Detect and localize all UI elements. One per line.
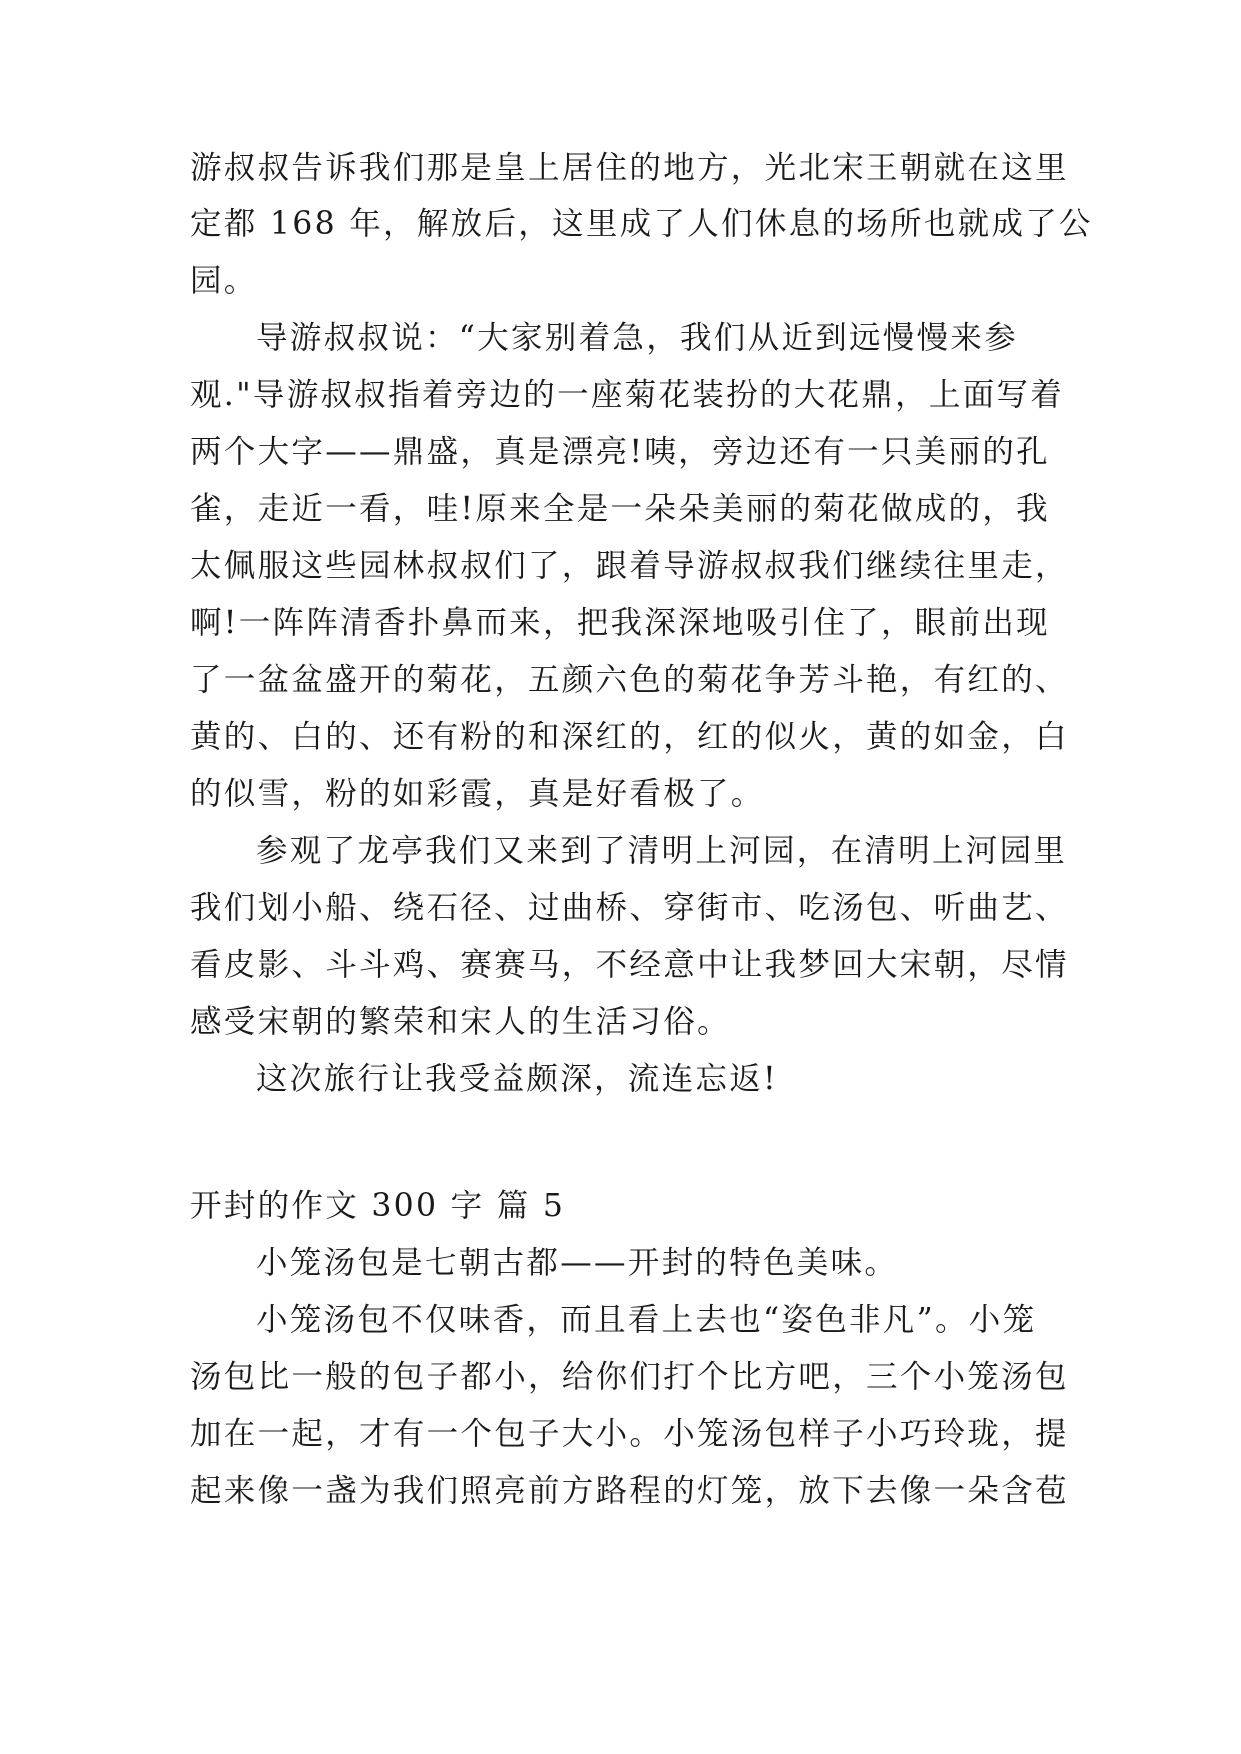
paragraph-2-line-9: 的似雪，粉的如彩霞，真是好看极了。 [190,776,765,812]
paragraph-3-line-3: 看皮影、斗斗鸡、赛赛马，不经意中让我梦回大宋朝，尽情 [190,947,1069,983]
paragraph-3-line-2: 我们划小船、绕石径、过曲桥、穿街市、吃汤包、听曲艺、 [190,890,1069,926]
paragraph-3-line-1: 参观了龙亭我们又来到了清明上河园，在清明上河园里 [256,833,1068,869]
paragraph-2-line-8: 黄的、白的、还有粉的和深红的，红的似火，黄的如金，白 [190,719,1069,755]
paragraph-6-line-1: 小笼汤包不仅味香，而且看上去也“姿色非凡”。小笼 [256,1302,1037,1338]
paragraph-1-line-1: 游叔叔告诉我们那是皇上居住的地方，光北宋王朝就在这里 [190,150,1069,186]
section-heading: 开封的作文 300 字 篇 5 [190,1188,566,1224]
paragraph-1-line-3: 园。 [190,263,258,299]
paragraph-4-line-1: 这次旅行让我受益颇深，流连忘返! [256,1061,778,1097]
paragraph-2-line-4: 雀，走近一看，哇!原来全是一朵朵美丽的菊花做成的，我 [190,491,1050,527]
paragraph-6-line-4: 起来像一盏为我们照亮前方路程的灯笼，放下去像一朵含苞 [190,1473,1069,1509]
paragraph-5-line-1: 小笼汤包是七朝古都——开封的特色美味。 [256,1245,899,1281]
paragraph-2-line-5: 太佩服这些园林叔叔们了，跟着导游叔叔我们继续往里走， [190,548,1069,584]
paragraph-2-line-7: 了一盆盆盛开的菊花，五颜六色的菊花争芳斗艳，有红的、 [190,662,1069,698]
paragraph-2-line-1: 导游叔叔说：“大家别着急，我们从近到远慢慢来参 [256,320,1019,356]
paragraph-2-line-3: 两个大字——鼎盛，真是漂亮!咦，旁边还有一只美丽的孔 [190,434,1050,470]
paragraph-3-line-4: 感受宋朝的繁荣和宋人的生活习俗。 [190,1004,731,1040]
paragraph-2-line-6: 啊!一阵阵清香扑鼻而来，把我深深地吸引住了，眼前出现 [190,605,1050,641]
paragraph-6-line-2: 汤包比一般的包子都小，给你们打个比方吧，三个小笼汤包 [190,1359,1069,1395]
paragraph-6-line-3: 加在一起，才有一个包子大小。小笼汤包样子小巧玲珑，提 [190,1416,1069,1452]
paragraph-2-line-2: 观."导游叔叔指着旁边的一座菊花装扮的大花鼎，上面写着 [190,377,1065,413]
paragraph-1-line-2: 定都 168 年，解放后，这里成了人们休息的场所也就成了公 [190,206,1093,242]
